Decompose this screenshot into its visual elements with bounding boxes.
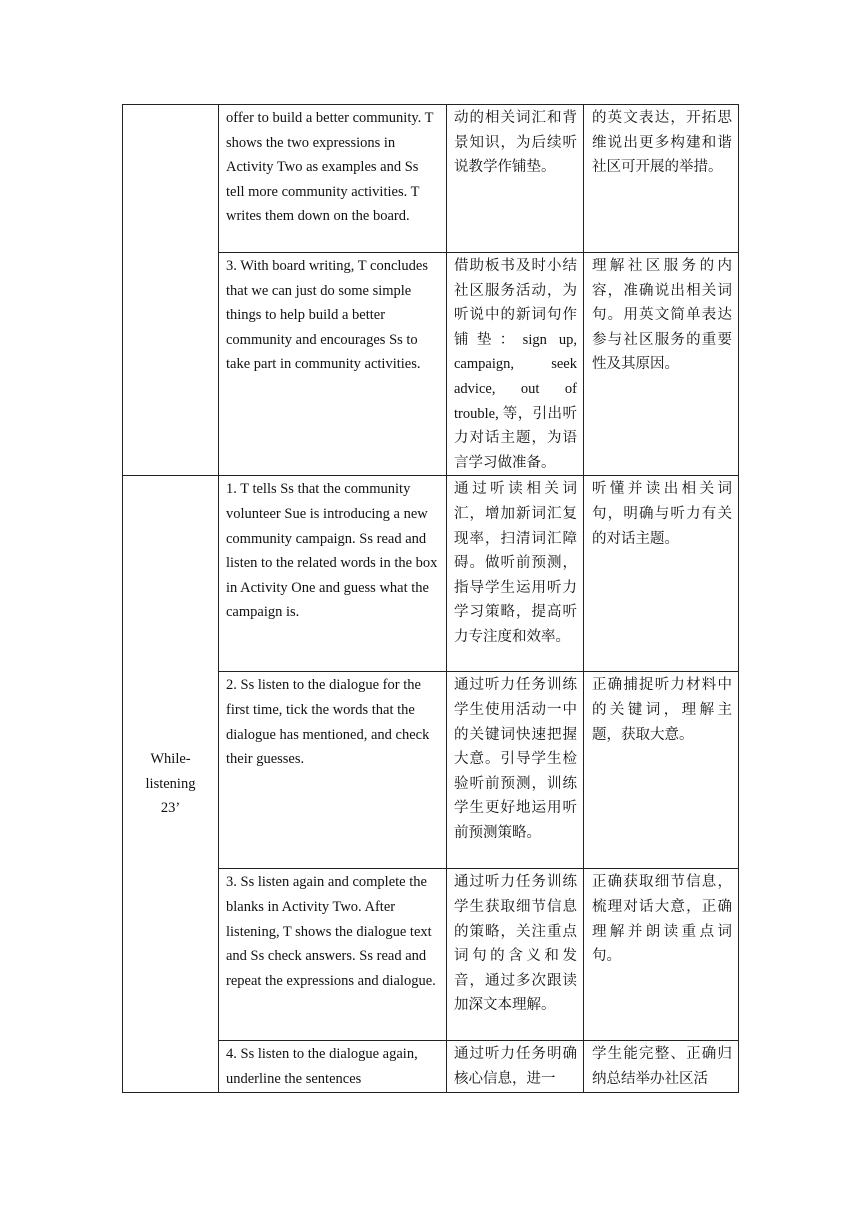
lesson-plan-table (122, 104, 739, 1093)
procedure-text: 2. Ss listen to the dialogue for the first time, tick the words that the dialogue has mentioned, and check their guesses. (226, 677, 430, 768)
purpose-cell (447, 253, 584, 476)
table-row (123, 105, 739, 253)
procedure-text: offer to build a better community. T shows the two expressions in Activity Two as examples and Ss tell more community activities. T writes them down on the board. (226, 110, 434, 225)
goal-cell (584, 253, 739, 476)
procedure-cell (219, 253, 447, 476)
goal-cell (584, 105, 739, 253)
goal-text: 正确捕捉听力材料中的关键词，理解主题，获取大意。 (592, 677, 732, 743)
goal-cell (584, 869, 739, 1041)
procedure-text: 1. T tells Ss that the community volunteer Sue is introducing a new community campaign. Ss read and listen to the related words in the box in Activity One and guess what the campaign is. (226, 481, 438, 621)
purpose-text: 借助板书及时小结社区服务活动，为听说中的新词句作铺垫：sign up, campaign, seek advice, out of trouble, 等，引出听力对话主题，为语言学习做准备。 (454, 258, 577, 471)
stage-cell-empty (123, 105, 219, 476)
goal-text: 理解社区服务的内容，准确说出相关词句。用英文简单表达参与社区服务的重要性及其原因。 (592, 258, 732, 373)
table-row (123, 476, 739, 672)
purpose-cell (447, 1041, 584, 1092)
stage-label: listening (145, 775, 196, 792)
purpose-cell (447, 105, 584, 253)
procedure-cell (219, 105, 447, 253)
purpose-cell (447, 672, 584, 869)
procedure-cell (219, 1041, 447, 1092)
purpose-text: 通过听力任务明确核心信息，进一 (454, 1046, 577, 1087)
goal-text: 听懂并读出相关词句，明确与听力有关的对话主题。 (592, 481, 732, 547)
goal-cell (584, 672, 739, 869)
goal-text: 的英文表达，开拓思维说出更多构建和谐社区可开展的举措。 (592, 110, 732, 176)
stage-label: While- (150, 751, 191, 768)
procedure-cell (219, 672, 447, 869)
procedure-text: 4. Ss listen to the dialogue again, underline the sentences (226, 1046, 418, 1087)
goal-text: 学生能完整、正确归纳总结举办社区活 (592, 1046, 732, 1087)
purpose-cell (447, 869, 584, 1041)
purpose-cell (447, 476, 584, 672)
stage-time: 23’ (160, 800, 181, 817)
purpose-text: 通过听读相关词汇，增加新词汇复现率，扫清词汇障碍。做听前预测，指导学生运用听力学习策略，提高听力专注度和效率。 (454, 481, 577, 645)
stage-cell-while-listening (123, 476, 219, 1092)
purpose-text: 通过听力任务训练学生使用活动一中的关键词快速把握大意。引导学生检验听前预测，训练学生更好地运用听前预测策略。 (454, 677, 577, 841)
purpose-text: 动的相关词汇和背景知识，为后续听说教学作铺垫。 (454, 110, 577, 176)
procedure-cell (219, 869, 447, 1041)
goal-cell (584, 476, 739, 672)
purpose-text: 通过听力任务训练学生获取细节信息的策略，关注重点词句的含义和发音，通过多次跟读加深文本理解。 (454, 874, 577, 1014)
goal-cell (584, 1041, 739, 1092)
procedure-text: 3. Ss listen again and complete the blanks in Activity Two. After listening, T shows the dialogue text and Ss check answers. Ss read and repeat the expressions and dialogue. (226, 874, 436, 989)
goal-text: 正确获取细节信息，梳理对话大意，正确理解并朗读重点词句。 (592, 874, 732, 965)
procedure-text: 3. With board writing, T concludes that we can just do some simple things to help build a better community and encourages Ss to take part in community activities. (226, 258, 428, 373)
procedure-cell (219, 476, 447, 672)
